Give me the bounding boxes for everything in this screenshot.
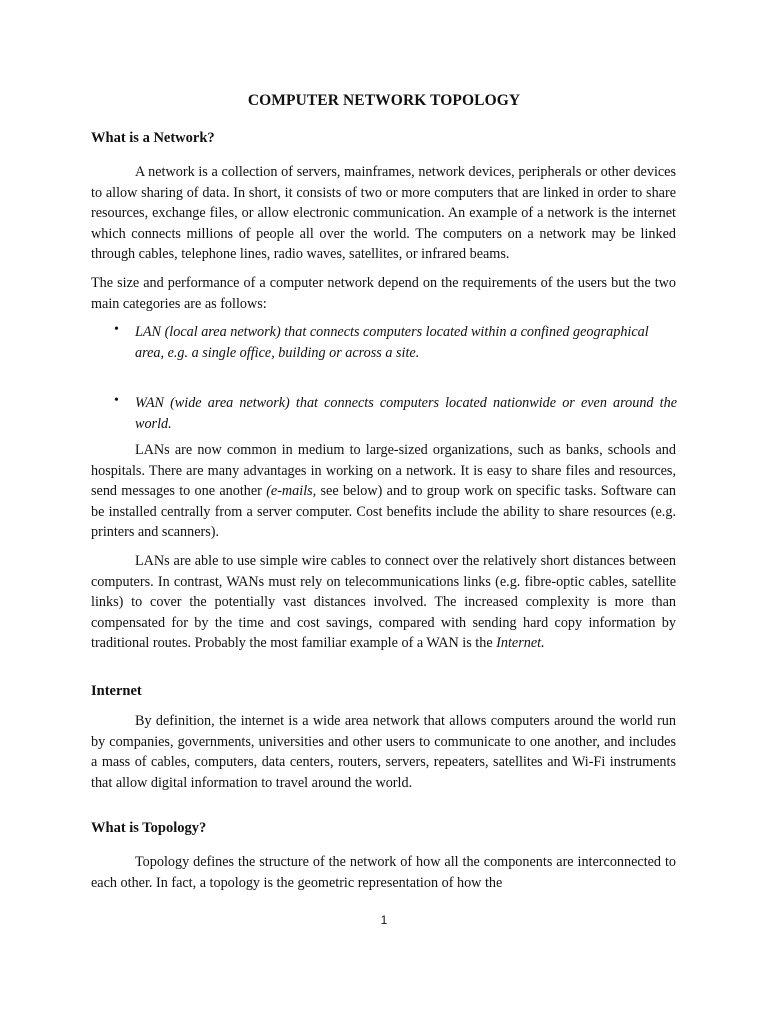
document-title: COMPUTER NETWORK TOPOLOGY [247,92,521,109]
network-paragraph-4-start: LANs are able to use simple wire cables to connect over the relatively short distances between computers. In contrast, WANs must rely on telecommunications links (e.g. fibre-optic cables, satellite links) to cover the potentially vast distances involved. The increased complexity is more than compensated for by the time and cost savings, compared with sending hard copy information by traditional routes. Probably the most familiar example of a WAN is the [91,553,676,652]
bullet-marker-lan: • [114,322,119,337]
network-paragraph-1: A network is a collection of servers, mainframes, network devices, peripherals or other devices to allow sharing of data. In short, it consists of two or more computers that are linked in order to share resources, exchange files, or allow electronic communication. An example of a network is the internet which connects millions of people all over the world. The computers on a network may be linked through cables, telephone lines, radio waves, satellites, or infrared beams. [91,164,676,263]
network-paragraph-4-internet: Internet. [496,635,545,652]
page-number: 1 [380,913,388,927]
network-paragraph-3 [91,440,676,543]
bullet-marker-wan: • [114,393,119,408]
network-paragraph-2: The size and performance of a computer network depend on the requirements of the users but the two main categories are as follows: [91,275,676,312]
bullet-lan-line-2: area, e.g. a single office, building or across a site. [135,345,420,361]
topology-paragraph-1: Topology defines the structure of the network of how all the components are interconnected to each other. In fact, a topology is the geometric representation of how the [91,854,676,891]
network-paragraph-4 [91,551,676,654]
section-heading-network: What is a Network? [91,130,215,146]
network-paragraph-3-end: see below) and to group work on specific tasks. Software can be installed centrally from a server computer. Cost benefits include the ability to share resources (e.g. printers and scanners). [91,483,677,541]
internet-paragraph-1: By definition, the internet is a wide area network that allows computers around the world run by companies, governments, universities and other users to communicate to one another, and includes a mass of cables, computers, data centers, routers, servers, repeaters, satellites and Wi-Fi instruments that allow digital information to travel around the world. [91,713,676,791]
section-heading-internet: Internet [91,683,142,699]
network-paragraph-3-start: LANs are now common in medium to large-sized organizations, such as banks, schools and hospitals. There are many advantages in working on a network. It is easy to share files and resources, send messages to one another [91,442,676,500]
network-paragraph-3-emails: (e-mails, [266,483,317,500]
section-heading-topology: What is Topology? [91,820,207,836]
bullet-wan: WAN (wide area network) that connects computers located nationwide or even around the world. [135,395,677,432]
bullet-lan-line-1: LAN (local area network) that connects computers located within a confined geographical [135,324,649,340]
bullet-lan [135,322,677,364]
